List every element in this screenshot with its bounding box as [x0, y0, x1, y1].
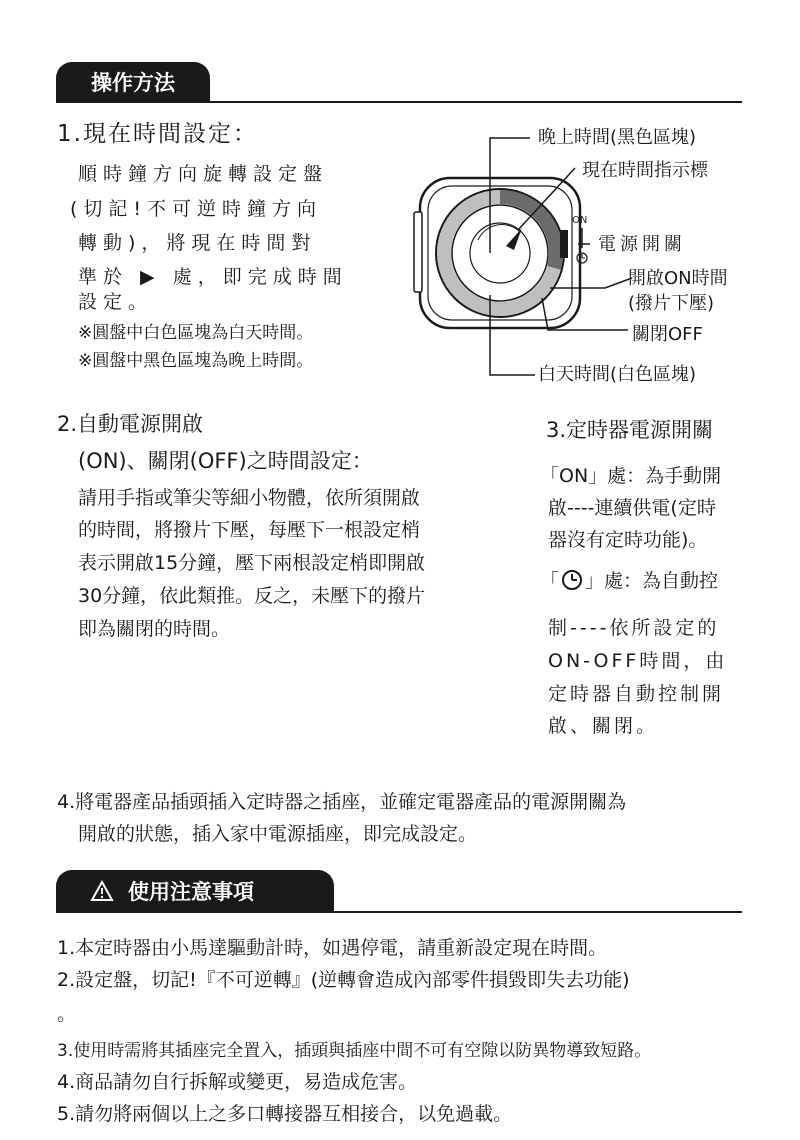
label-off: 關閉OFF [632, 324, 703, 345]
step2-line-2: 的時間，將撥片下壓，每壓下一根設定梢 [78, 519, 421, 541]
section-tab-operation [56, 62, 210, 102]
step3-b-3: 定時器自動控制開 [548, 683, 725, 705]
precaution-item-1: 1.本定時器由小馬達驅動計時，如遇停電，請重新設定現在時間。 [57, 937, 608, 959]
step1-line-3: 轉動)，將現在時間對 [78, 232, 317, 254]
step3-a-2: 啟----連續供電(定時 [548, 497, 716, 519]
section-tab-label: 使用注意事項 [128, 880, 254, 904]
warning-triangle-icon [90, 880, 114, 902]
step3-b-4: 啟、關閉。 [548, 715, 659, 737]
precaution-item-4: 4.商品請勿自行拆解或變更，易造成危害。 [57, 1071, 418, 1093]
step1-line-1: 順時鐘方向旋轉設定盤 [78, 163, 329, 185]
precaution-item-3: 3.使用時需將其插座完全置入，插頭與插座中間不可有空隙以防異物導致短路。 [57, 1041, 652, 1061]
section-tab-precautions [56, 870, 334, 912]
step2-line-5: 即為關閉的時間。 [78, 618, 231, 640]
precaution-item-5: 5.請勿將兩個以上之多口轉接器互相接合，以免過載。 [57, 1103, 513, 1125]
section-rule [56, 911, 742, 913]
step2-line-1: 請用手指或筆尖等細小物體，依所須開啟 [78, 487, 421, 509]
step3-b-1: 制----依所設定的 [548, 617, 720, 639]
svg-text:ON: ON [572, 215, 588, 226]
step3-b-2: ON-OFF時間，由 [548, 650, 728, 672]
step2-line-3: 表示開啟15分鐘，壓下兩根設定梢即開啟 [78, 552, 426, 574]
note-white: ※圓盤中白色區塊為白天時間。 [78, 323, 314, 343]
label-power-switch: 電源開關 [598, 234, 686, 255]
label-push-on-1: 開啟ON時間 [628, 268, 728, 289]
step1-title: 1.現在時間設定： [57, 121, 258, 147]
step1-line-2: (切記!不可逆時鐘方向 [70, 198, 323, 220]
step3-title: 3.定時器電源開關 [546, 418, 714, 442]
clock-icon [561, 569, 583, 591]
clock-suffix: 」處：為自動控 [585, 570, 719, 592]
step1-line-5: 設定。 [78, 291, 154, 313]
clock-prefix: 「 [540, 570, 560, 592]
step2-line-4: 30分鐘，依此類推。反之，未壓下的撥片 [78, 585, 426, 607]
section-rule [56, 101, 742, 103]
label-push-on-2: (撥片下壓) [628, 293, 715, 314]
precaution-item-2-cont: 。 [57, 1003, 77, 1025]
section-tab-label: 操作方法 [91, 71, 175, 95]
label-indicator: 現在時間指示標 [582, 160, 708, 181]
step3-a-3: 器沒有定時功能)。 [548, 529, 708, 551]
step3-clock-line [540, 565, 718, 598]
precaution-item-2: 2.設定盤，切記!『不可逆轉』(逆轉會造成內部零件損毀即失去功能) [57, 969, 630, 991]
label-day: 白天時間(白色區塊) [538, 364, 697, 385]
note-black: ※圓盤中黑色區塊為晚上時間。 [78, 351, 314, 371]
step2-title-2: (ON)、關閉(OFF)之時間設定： [78, 449, 373, 473]
step3-a-1: 「ON」處：為手動開 [540, 465, 722, 487]
step1-line-4: 準於 ▶ 處，即完成時間 [78, 266, 348, 288]
step4-line-2: 開啟的狀態，插入家中電源插座，即完成設定。 [78, 823, 478, 845]
step4-line-1: 4.將電器產品插頭插入定時器之插座，並確定電器產品的電源開關為 [57, 791, 627, 813]
label-night: 晚上時間(黑色區塊) [538, 127, 697, 148]
step2-title-1: 2.自動電源開啟 [57, 412, 204, 436]
